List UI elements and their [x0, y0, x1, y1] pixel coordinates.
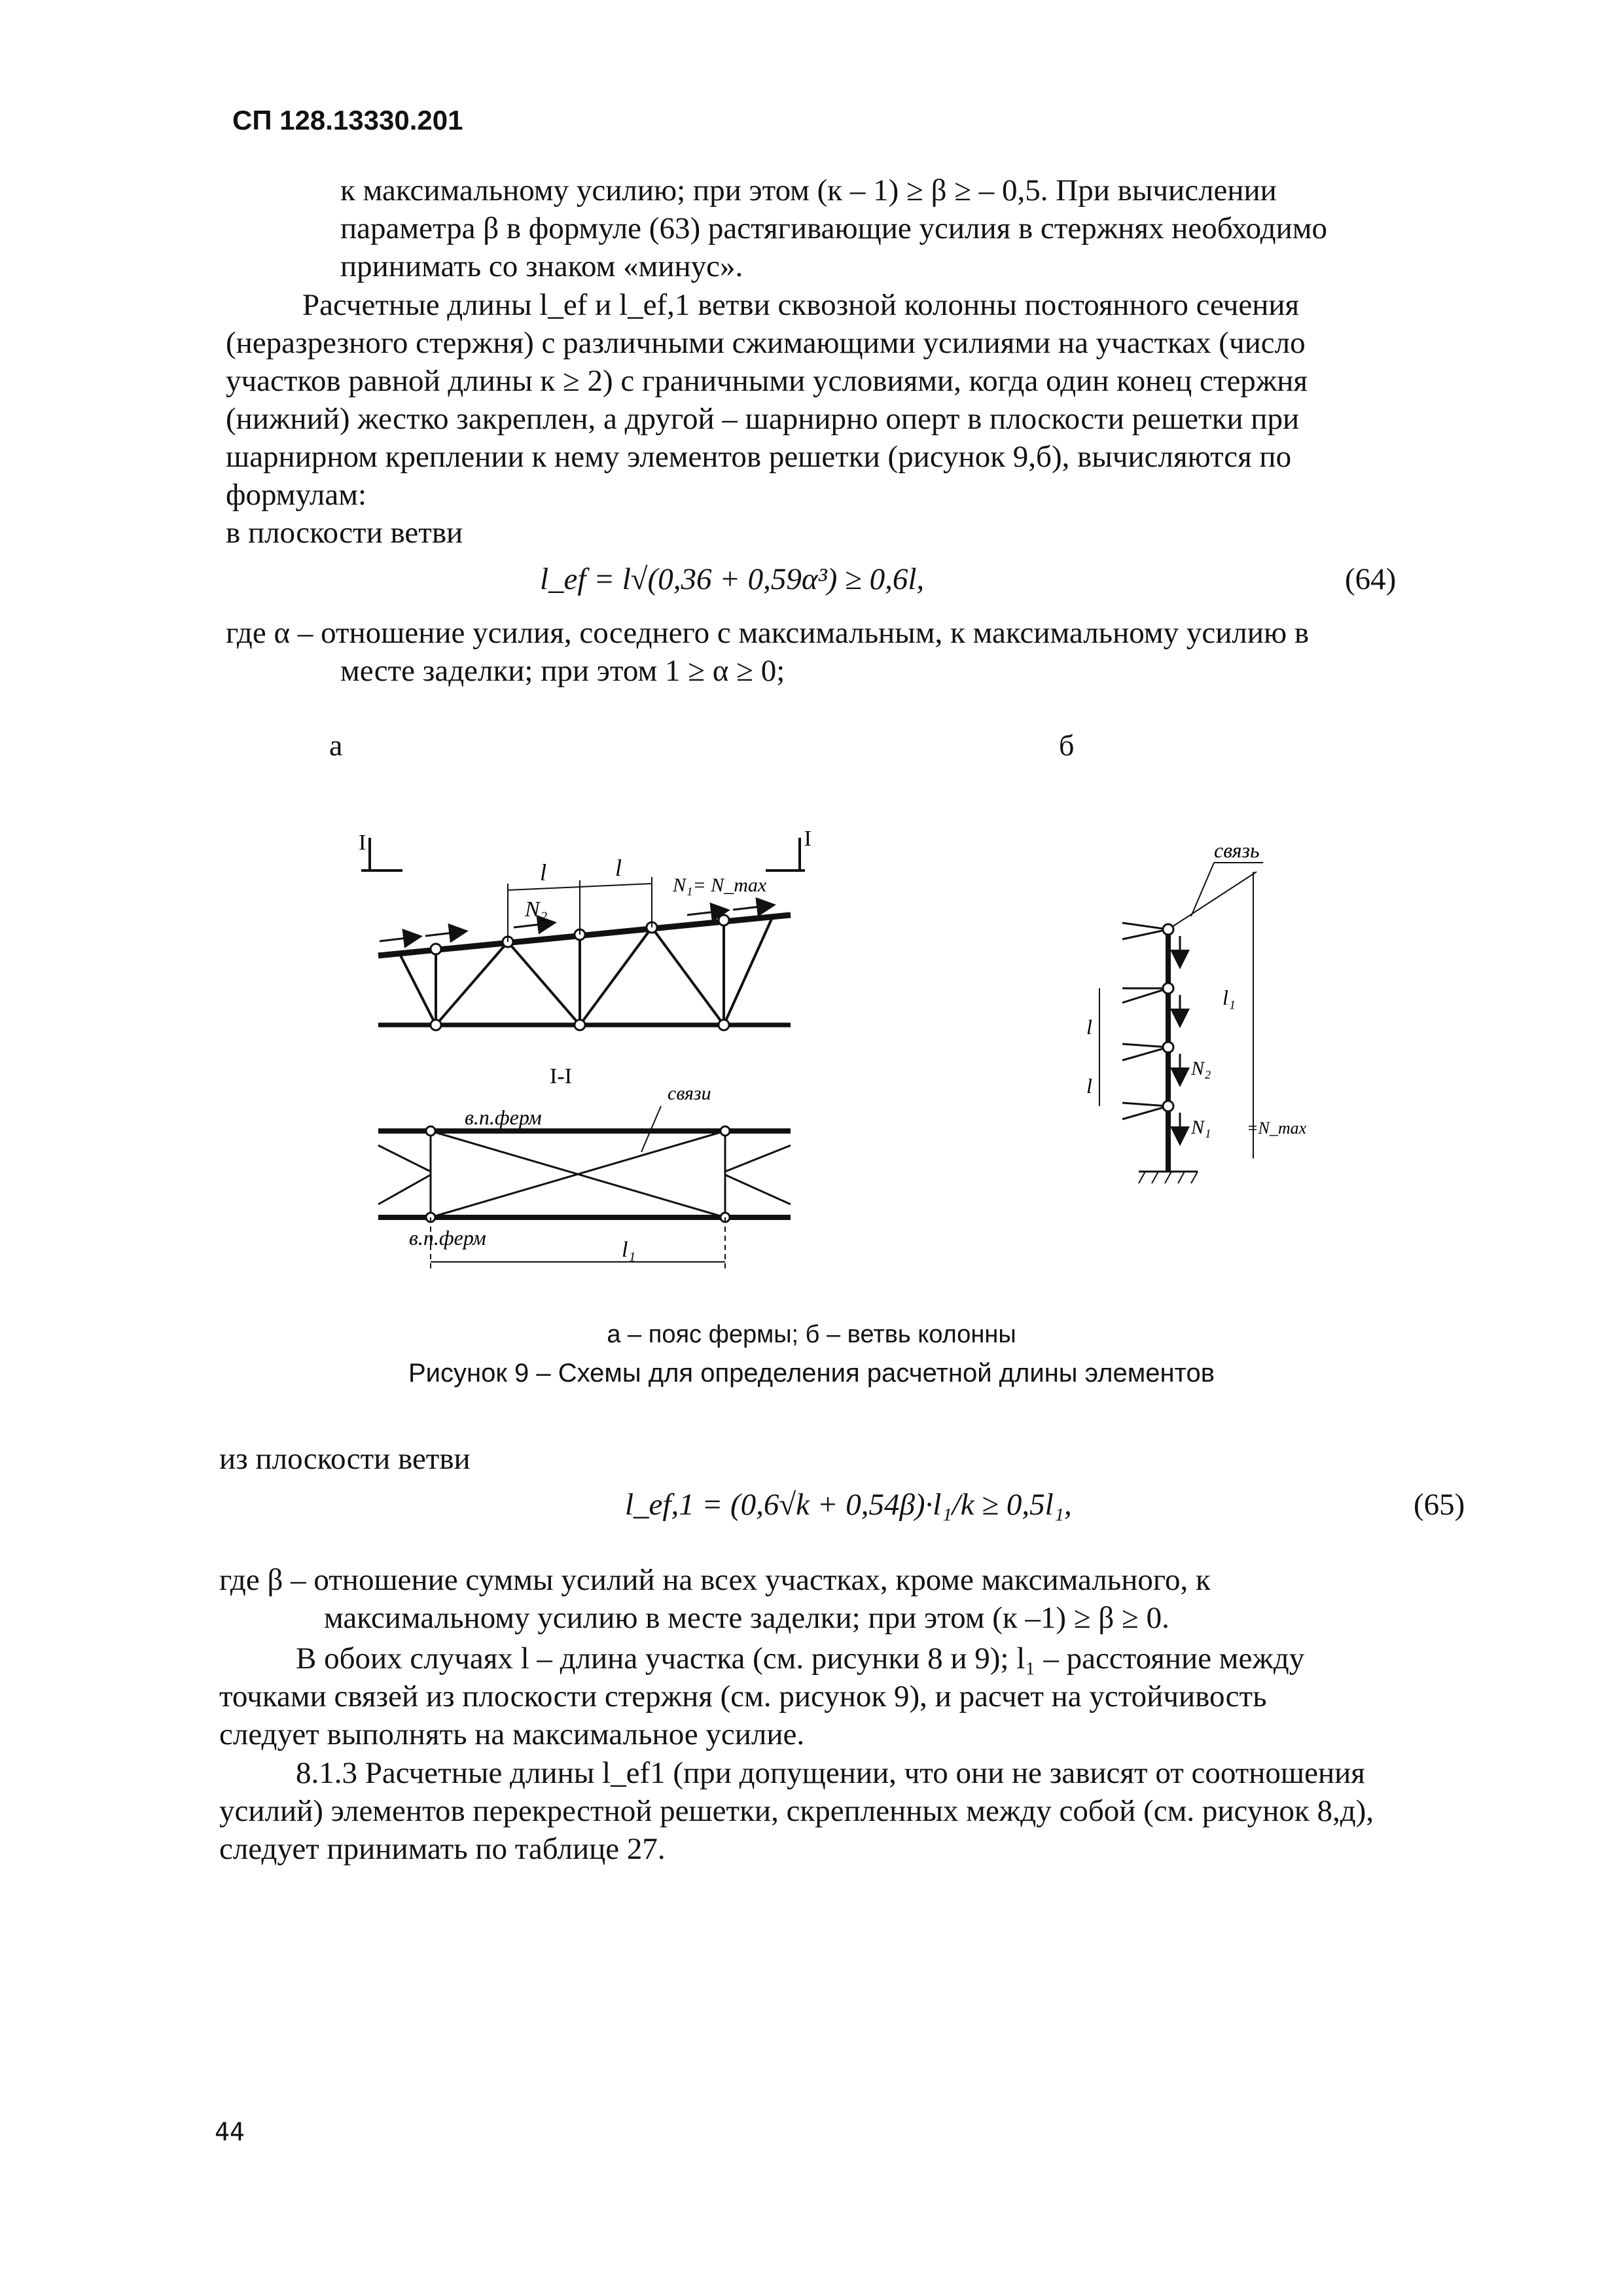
dimension-l-column-2: l — [1086, 1074, 1092, 1098]
where-alpha-line2: месте заделки; при этом 1 ≥ α ≥ 0; — [340, 654, 785, 688]
dimension-l1-column: l₁ — [1222, 986, 1236, 1009]
label-N2: N₂ — [525, 897, 548, 922]
para2-line4: (нижний) жестко закреплен, а другой – шарнирно оперт в плоскости решетки при — [226, 402, 1300, 436]
where-alpha-line1: где α – отношение усилия, соседнего с максимальным, к максимальному усилию в — [226, 616, 1310, 650]
figure-caption: Рисунок 9 – Схемы для определения расчетной длины элементов — [408, 1359, 1215, 1388]
dimension-l1: l₁ — [622, 1238, 636, 1262]
page-number: 44 — [215, 2117, 245, 2146]
document-header: СП 128.13330.201 — [232, 105, 463, 135]
leader-svyaz — [1191, 863, 1214, 916]
para4-line1: 8.1.3 Расчетные длины l_ef1 (при допущении, что они не зависят от соотношения — [296, 1756, 1365, 1790]
section-title: I-I — [550, 1064, 572, 1088]
support-hatch — [1139, 1172, 1198, 1183]
figure-label-a: а — [329, 728, 343, 762]
section-mark-right: I — [804, 827, 812, 851]
para1-line1: к максимальному усилию; при этом (к – 1) ≥ β ≥ – 0,5. При вычислении — [340, 173, 1277, 207]
para4-line2: усилий) элементов перекрестной решетки, скрепленных между собой (см. рисунок 8,д), — [219, 1794, 1374, 1828]
para3-line1: В обоих случаях l – длина участка (см. рисунки 8 и 9); l₁ – расстояние между — [296, 1641, 1305, 1676]
para2-line3: участков равной длины к ≥ 2) с граничными условиями, когда один конец стержня — [226, 364, 1308, 398]
dimension-l-2: l — [615, 855, 622, 881]
para2-line5: шарнирном креплении к нему элементов решетки (рисунок 9,б), вычисляются по — [226, 440, 1292, 474]
where-beta-line2: максимальному усилию в месте заделки; при этом (к –1) ≥ β ≥ 0. — [324, 1601, 1169, 1635]
para2-line6: формулам: — [226, 478, 367, 512]
in-plane-label: в плоскости ветви — [226, 516, 463, 550]
para3-line3: следует выполнять на максимальное усилие. — [219, 1717, 805, 1751]
figure-a-truss-diagram — [353, 818, 812, 1289]
out-of-plane-label: из плоскости ветви — [219, 1442, 471, 1476]
label-svyazi: связи — [668, 1083, 711, 1104]
para1-line2: параметра β в формуле (63) растягивающие усилия в стержнях необходимо — [340, 211, 1328, 245]
figure-label-b: б — [1059, 728, 1075, 762]
brace-line — [1168, 872, 1257, 929]
label-N1-column: N₁ — [1191, 1117, 1211, 1138]
label-N1-Nmax: N₁= N_max — [673, 874, 767, 896]
label-vp-ferm-top: в.п.ферм — [465, 1105, 542, 1129]
label-vp-ferm-bottom: в.п.ферм — [409, 1226, 486, 1249]
formula-65: l_ef,1 = (0,6√k + 0,54β)·l₁/k ≥ 0,5l₁, — [625, 1488, 1072, 1522]
where-beta-line1: где β – отношение суммы усилий на всех участках, кроме максимального, к — [219, 1563, 1211, 1597]
para2-line1: Расчетные длины l_ef и l_ef,1 ветви сквозной колонны постоянного сечения — [302, 288, 1300, 322]
figure-b-column-diagram — [1073, 831, 1348, 1198]
label-N2-column: N₂ — [1191, 1058, 1211, 1079]
para3-line2: точками связей из плоскости стержня (см. рисунок 9), и расчет на устойчивость — [219, 1679, 1267, 1713]
cross-bracing — [378, 1131, 791, 1217]
para2-line2: (неразрезного стержня) с различными сжимающими усилиями на участках (число — [226, 326, 1306, 360]
dimension-l-1: l — [540, 859, 547, 886]
label-Nmax-column: =N_max — [1247, 1119, 1307, 1138]
label-svyaz: связь — [1214, 838, 1260, 862]
figure-caption-sub: а – пояс фермы; б – ветвь колонны — [607, 1321, 1016, 1348]
para1-line3: принимать со знаком «минус». — [340, 249, 743, 283]
equation-number-64: (64) — [1345, 562, 1397, 596]
section-mark-left: I — [359, 831, 366, 855]
lattice-elements — [1122, 923, 1168, 1119]
equation-number-65: (65) — [1414, 1488, 1465, 1522]
dimension-l-column-1: l — [1086, 1015, 1092, 1039]
para4-line3: следует принимать по таблице 27. — [219, 1832, 666, 1866]
formula-64: l_ef = l√(0,36 + 0,59α³) ≥ 0,6l, — [540, 562, 925, 596]
